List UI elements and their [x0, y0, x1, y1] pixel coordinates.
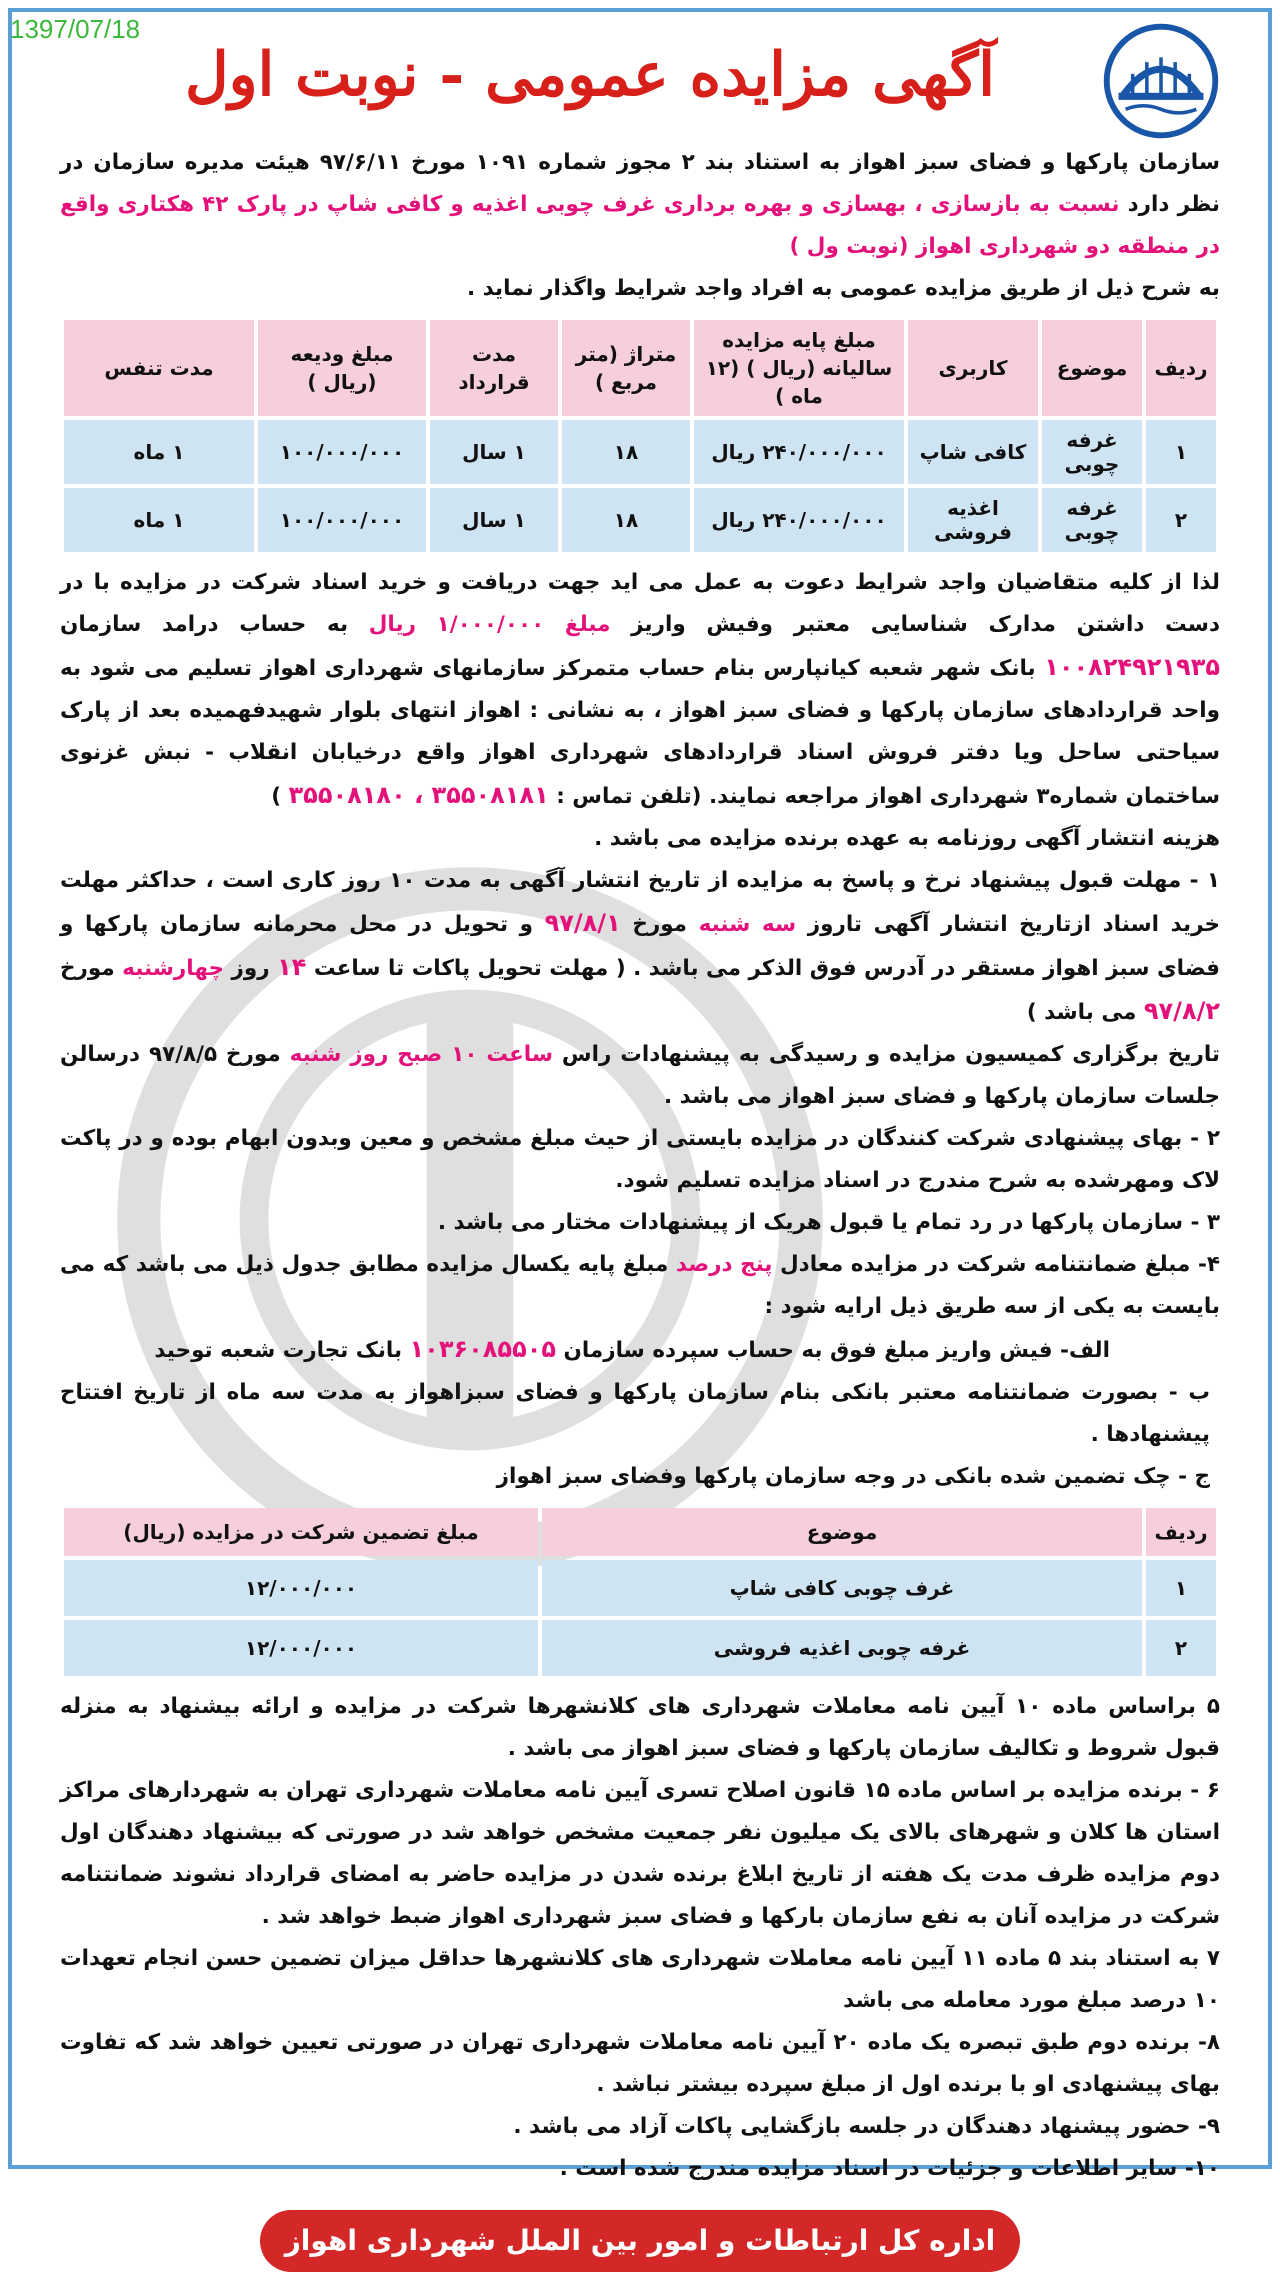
table-cell: غرفه چوبی — [1042, 488, 1142, 552]
term-7: ۷ به استناد بند ۵ ماده ۱۱ آیین نامه معاملات شهرداری های کلانشهرها حداقل میزان تضمین حسن انجام تعهدات ۱۰ درصد مبلغ مورد معامله می باشد — [60, 1946, 1220, 2013]
col-header: کاربری — [908, 320, 1038, 416]
table-cell: ۲۴۰/۰۰۰/۰۰۰ ریال — [694, 420, 904, 484]
cost-note: هزینه انتشار آگهی روزنامه به عهده برنده مزایده می باشد . — [594, 826, 1220, 851]
table-cell: ۱۲/۰۰۰/۰۰۰ — [64, 1560, 538, 1616]
table-cell: ۱۸ — [562, 420, 690, 484]
table-cell: غرف چوبی کافی شاپ — [542, 1560, 1142, 1616]
col-header: متراژ (متر مربع ) — [562, 320, 690, 416]
term-8: ۸- برنده دوم طبق تبصره یک ماده ۲۰ آیین نامه معاملات شهرداری تهران در صورتی تعیین خواهد شد که تفاوت بهای پیشنهادی او با برنده اول از مبلغ سپرده بیشتر نباشد . — [60, 2030, 1221, 2097]
table-cell: غرفه چوبی اغذیه فروشی — [542, 1620, 1142, 1676]
col-header: مدت قرارداد — [430, 320, 558, 416]
fee-amount: مبلغ ۱/۰۰۰/۰۰۰ ریال — [368, 612, 611, 637]
col-header: موضوع — [1042, 320, 1142, 416]
revenue-account-number: ۱۰۰۸۲۴۹۲۱۹۳۵ — [1044, 653, 1220, 681]
table-cell: کافی شاپ — [908, 420, 1038, 484]
table-cell: اغذیه فروشی — [908, 488, 1038, 552]
col-header: ردیف — [1146, 320, 1216, 416]
commission-date: تاریخ برگزاری کمیسیون مزایده و رسیدگی به پیشنهادات راس ساعت ۱۰ صبح روز شنبه مورخ ۹۷/۸/۵ درسالن جلسات سازمان پارکها و فضای سبز اهواز می باشد . — [60, 1042, 1220, 1109]
table-cell: ۱۲/۰۰۰/۰۰۰ — [64, 1620, 538, 1676]
table-cell: ۲ — [1146, 1620, 1216, 1676]
table-cell: ۱ سال — [430, 488, 558, 552]
date-stamp: 1397/07/18 — [10, 14, 141, 44]
col-header: مبلغ تضمین شرکت در مزایده (ریال) — [64, 1508, 538, 1556]
col-header: ردیف — [1146, 1508, 1216, 1556]
guarantee-table — [60, 1504, 1220, 1680]
table-cell: ۱ ماه — [64, 420, 254, 484]
intro-paragraph-2: به شرح ذیل از طریق مزایده عمومی به افراد واجد شرایط واگذار نماید . — [466, 276, 1220, 301]
contact-phones: ۳۵۵۰۸۱۸۱ ، ۳۵۵۰۸۱۸۰ — [288, 781, 549, 809]
term-9: ۹- حضور پیشنهاد دهندگان در جلسه بازگشایی پاکات آزاد می باشد . — [513, 2114, 1220, 2139]
term-3: ۳ - سازمان پارکها در رد تمام یا قبول هریک از پیشنهادات مختار می باشد . — [437, 1210, 1220, 1235]
table-row — [64, 1620, 1216, 1676]
table-cell: ۱ — [1146, 1560, 1216, 1616]
table-row — [64, 488, 1216, 552]
term-6: ۶ - برنده مزایده بر اساس ماده ۱۵ قانون اصلاح تسری آیین نامه معاملات شهرداری تهران به شهردارهای مراکز استان ها کلان و شهرهای بالای یک میلیون نفر جمعیت مشخص خواهد شد در صورتی که بیشنهاد دهندگان اول دوم مزایده ظرف مدت یک هفته از تاریخ ابلاغ برنده شدن در مزایده حاضر به امضای قرارداد نشوند ضمانتنامه شرکت در مزایده آنان به نفع سازمان بارکها و فضای سبز شهرداری اهواز ضبط خواهد شد . — [60, 1778, 1220, 1929]
term-5: ۵ براساس ماده ۱۰ آیین نامه معاملات شهرداری های کلانشهرها شرکت در مزایده و ارائه بیشنهاد به منزله قبول شروط و تکالیف سازمان پارکها و فضای سبز اهواز می باشد . — [60, 1694, 1220, 1761]
option-b: ب - بصورت ضمانتنامه معتبر بانکی بنام سازمان پارکها و فضای سبزاهواز به مدت سه ماه از تاریخ افتتاح پیشنهادها . — [60, 1380, 1210, 1447]
term-10: ۱۰- سایر اطلاعات و جزئیات در اسناد مزایده مندرج شده است . — [559, 2156, 1220, 2181]
table-cell: ۲۴۰/۰۰۰/۰۰۰ ریال — [694, 488, 904, 552]
table-cell: غرفه چوبی — [1042, 420, 1142, 484]
table-cell: ۱ ماه — [64, 488, 254, 552]
term-1: ۱ - مهلت قبول پیشنهاد نرخ و پاسخ به مزایده از تاریخ انتشار آگهی به مدت ۱۰ روز کاری است ، حداکثر مهلت خرید اسناد ازتاریخ انتشار آگهی تاروز سه شنبه مورخ ۹۷/۸/۱ و تحویل در محل محرمانه سازمان پارکها و فضای سبز اهواز مستقر در آدرس فوق الذکر می باشد . ( مهلت تحویل پاکات تا ساعت ۱۴ روز چهارشنبه مورخ ۹۷/۸/۲ می باشد ) — [60, 868, 1220, 1025]
col-header: موضوع — [542, 1508, 1142, 1556]
table-row — [64, 1560, 1216, 1616]
col-header: مدت تنفس — [64, 320, 254, 416]
deposit-account-number: ۱۰۳۶۰۸۵۵۰۵ — [409, 1335, 557, 1363]
term-4: ۴- مبلغ ضمانتنامه شرکت در مزایده معادل پنج درصد مبلغ پایه یکسال مزایده مطابق جدول ذیل می باشد که می بایست به یکی از سه طریق ذیل ارایه شود : — [60, 1252, 1220, 1319]
announcement — [60, 22, 1220, 2272]
col-header: مبلغ ودیعه (ریال ) — [258, 320, 426, 416]
table-cell: ۲ — [1146, 488, 1216, 552]
intro-paragraph: سازمان پارکها و فضای سبز اهواز به استناد بند ۲ مجوز شماره ۱۰۹۱ مورخ ۹۷/۶/۱۱ هیئت مدیره سازمان در نظر دارد نسبت به بازسازی ، بهسازی و بهره برداری غرف چوبی اغذیه و کافی شاپ در پارک ۴۲ هکتاری واقع در منطقه دو شهرداری اهواز (نوبت ول ) — [60, 150, 1220, 259]
municipality-logo — [1102, 22, 1220, 140]
intro-highlight: نسبت به بازسازی ، بهسازی و بهره برداری غرف چوبی اغذیه و کافی شاپ در پارک ۴۲ هکتاری واقع در منطقه دو شهرداری اهواز (نوبت ول ) — [60, 192, 1220, 259]
table-cell: ۱ سال — [430, 420, 558, 484]
table-cell: ۱۰۰/۰۰۰/۰۰۰ — [258, 488, 426, 552]
table-cell: ۱۰۰/۰۰۰/۰۰۰ — [258, 420, 426, 484]
footer-banner: اداره کل ارتباطات و امور بین الملل شهرداری اهواز — [260, 2210, 1020, 2272]
option-a: الف- فیش واریز مبلغ فوق به حساب سپرده سازمان ۱۰۳۶۰۸۵۵۰۵ بانک تجارت شعبه توحید — [154, 1335, 1110, 1363]
option-c: ج - چک تضمین شده بانکی در وجه سازمان پارکها وفضای سبز اهواز — [496, 1464, 1210, 1489]
table-cell: ۱۸ — [562, 488, 690, 552]
header — [60, 22, 1220, 142]
table-row — [64, 420, 1216, 484]
page-title: آگهی مزایده عمومی - نوبت اول — [185, 40, 995, 110]
term-2: ۲ - بهای پیشنهادی شرکت کنندگان در مزایده بایستی از حیث مبلغ مشخص و معین وبدون ابهام بوده و در پاکت لاک ومهرشده به شرح مندرج در اسناد مزایده تسلیم شود. — [60, 1126, 1220, 1193]
table-cell: ۱ — [1146, 420, 1216, 484]
application-paragraph: لذا از کلیه متقاضیان واجد شرایط دعوت به عمل می اید جهت دریافت و خرید اسناد شرکت در مزایده با در دست داشتن مدارک شناسایی معتبر وفیش واریز مبلغ ۱/۰۰۰/۰۰۰ ریال به حساب درامد سازمان ۱۰۰۸۲۴۹۲۱۹۳۵ بانک شهر شعبه کیانپارس بنام حساب متمرکز سازمانهای شهرداری اهواز تسلیم می شود به واحد قراردادهای سازمان پارکها و فضای سبز اهواز ، به نشانی : اهواز انتهای بلوار شهیدفهمیده بعد از پارک سیاحتی ساحل ویا دفتر فروش اسناد قراردادهای شهرداری اهواز واقع درخیابان انقلاب - نبش غزنوی ساختمان شماره۳ شهرداری اهواز مراجعه نمایند. (تلفن تماس : ۳۵۵۰۸۱۸۱ ، ۳۵۵۰۸۱۸۰ ) — [60, 570, 1220, 809]
auction-items-table — [60, 316, 1220, 556]
table-header-row — [64, 1508, 1216, 1556]
col-header: مبلغ پایه مزایده سالیانه (ریال ) (۱۲ ماه ) — [694, 320, 904, 416]
table-header-row — [64, 320, 1216, 416]
